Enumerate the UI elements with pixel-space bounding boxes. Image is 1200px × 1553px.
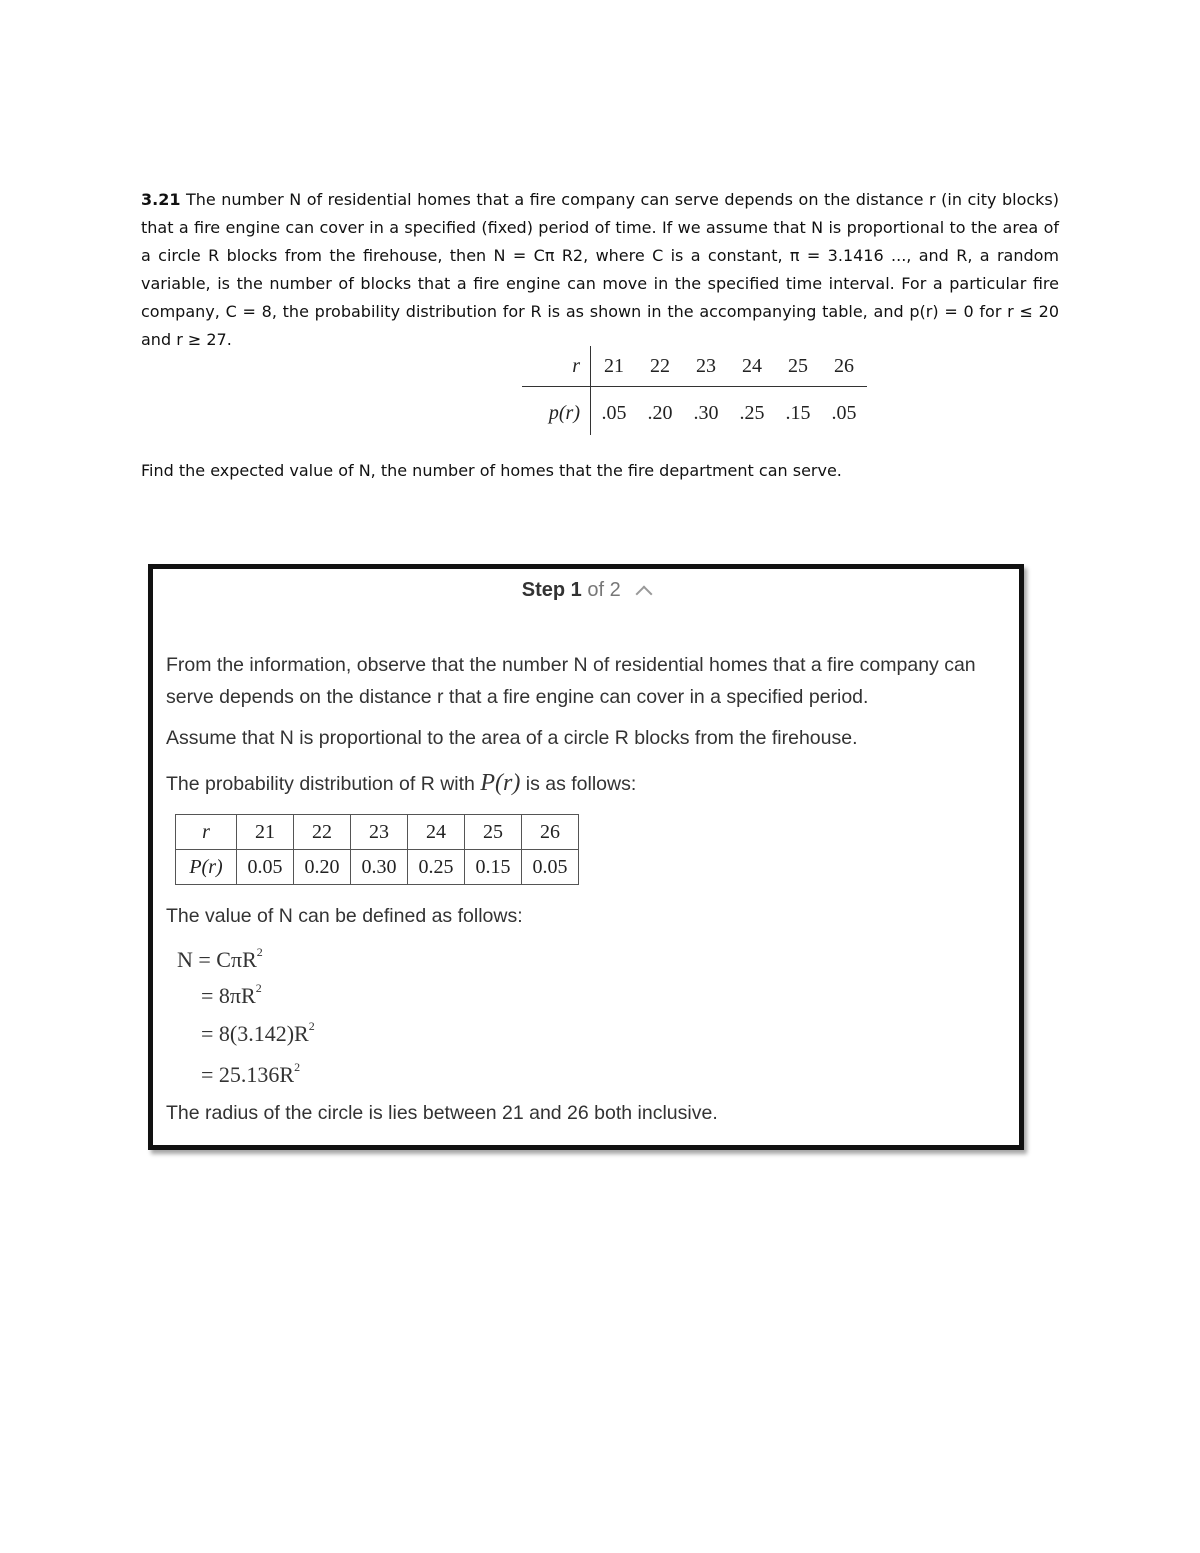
- equation-line-4: [201, 1062, 300, 1088]
- table-cell: 0.30: [351, 850, 408, 885]
- equation-text: = 25.136R: [201, 1062, 295, 1087]
- table-cell: 24: [729, 346, 775, 387]
- solution-paragraph-5: The radius of the circle is lies between 21 and 26 both inclusive.: [166, 1102, 718, 1124]
- solution-panel: [148, 564, 1024, 1150]
- equation-text: = 8(3.142)R: [201, 1021, 309, 1046]
- table-cell: 0.15: [465, 850, 522, 885]
- para3-suffix: is as follows:: [525, 773, 637, 795]
- para3-prefix: The probability distribution of R with: [166, 773, 475, 795]
- table-cell: .20: [647, 401, 673, 424]
- table-header-r: r: [176, 815, 237, 850]
- equation-exponent: 2: [256, 945, 263, 959]
- table-cell: 22: [294, 815, 351, 850]
- equation-exponent: 2: [308, 1019, 315, 1033]
- table-cell: .05: [831, 401, 857, 424]
- table-cell: 21: [591, 346, 638, 387]
- solution-distribution-table: [175, 814, 579, 885]
- equation-exponent: 2: [294, 1060, 301, 1074]
- table-cell: .30: [693, 401, 719, 424]
- table-cell: 23: [351, 815, 408, 850]
- question-text: Find the expected value of N, the number of homes that the fire department can serve.: [141, 461, 842, 480]
- problem-text: The number N of residential homes that a fire company can serve depends on the distance r (in city blocks) that a fire engine can cover in a specified (fixed) period of time. If we assume that N is proportional to the area of a circle R blocks from the firehouse, then N = Cπ R2, where C is a constant, π = 3.1416 ..., and R, a random variable, is the number of blocks that a fire engine can move in the specified time interval. For a particular fire company, C = 8, the probability distribution for R is as shown in the accompanying table, and p(r) = 0 for r ≤ 20 and r ≥ 27.: [141, 190, 1059, 349]
- problem-distribution-table: [522, 346, 867, 435]
- table-cell: .05: [601, 401, 627, 424]
- chevron-up-icon[interactable]: [636, 586, 653, 603]
- equation-line-2: [201, 983, 262, 1009]
- equation-line-1: [177, 947, 263, 973]
- table-cell: .25: [739, 401, 765, 424]
- table-cell: 0.20: [294, 850, 351, 885]
- solution-paragraph-3: [166, 767, 636, 800]
- problem-number: 3.21: [141, 190, 181, 209]
- table-cell: 21: [237, 815, 294, 850]
- equation-text: N = CπR: [177, 947, 257, 972]
- table-cell: 26: [821, 346, 867, 387]
- equation-text: = 8πR: [201, 983, 256, 1008]
- table-cell: .15: [785, 401, 811, 424]
- step-header[interactable]: [153, 579, 1019, 602]
- equation-line-3: [201, 1021, 315, 1047]
- solution-paragraph-1: From the information, observe that the number N of residential homes that a fire company can serve depends on the distance r that a fire engine can cover in a specified period.: [166, 654, 976, 708]
- solution-paragraph-4: The value of N can be defined as follows:: [166, 905, 523, 927]
- table-cell: 0.05: [522, 850, 579, 885]
- table-cell: 25: [775, 346, 821, 387]
- table-cell: 23: [683, 346, 729, 387]
- table-cell: 25: [465, 815, 522, 850]
- table-header-pr: P(r): [176, 850, 237, 885]
- step-of: of 2: [587, 579, 621, 601]
- table-cell: 22: [637, 346, 683, 387]
- table-cell: 26: [522, 815, 579, 850]
- problem-statement: [141, 186, 1059, 354]
- table-cell: 24: [408, 815, 465, 850]
- step-label: Step 1: [521, 579, 582, 601]
- table-cell: 0.25: [408, 850, 465, 885]
- table-cell: 0.05: [237, 850, 294, 885]
- table-header-pr: p(r): [522, 387, 591, 436]
- table-header-r: r: [522, 346, 591, 387]
- solution-paragraph-2: Assume that N is proportional to the area of a circle R blocks from the firehouse.: [166, 727, 858, 749]
- para3-pr: P(r): [480, 770, 521, 796]
- equation-exponent: 2: [255, 981, 262, 995]
